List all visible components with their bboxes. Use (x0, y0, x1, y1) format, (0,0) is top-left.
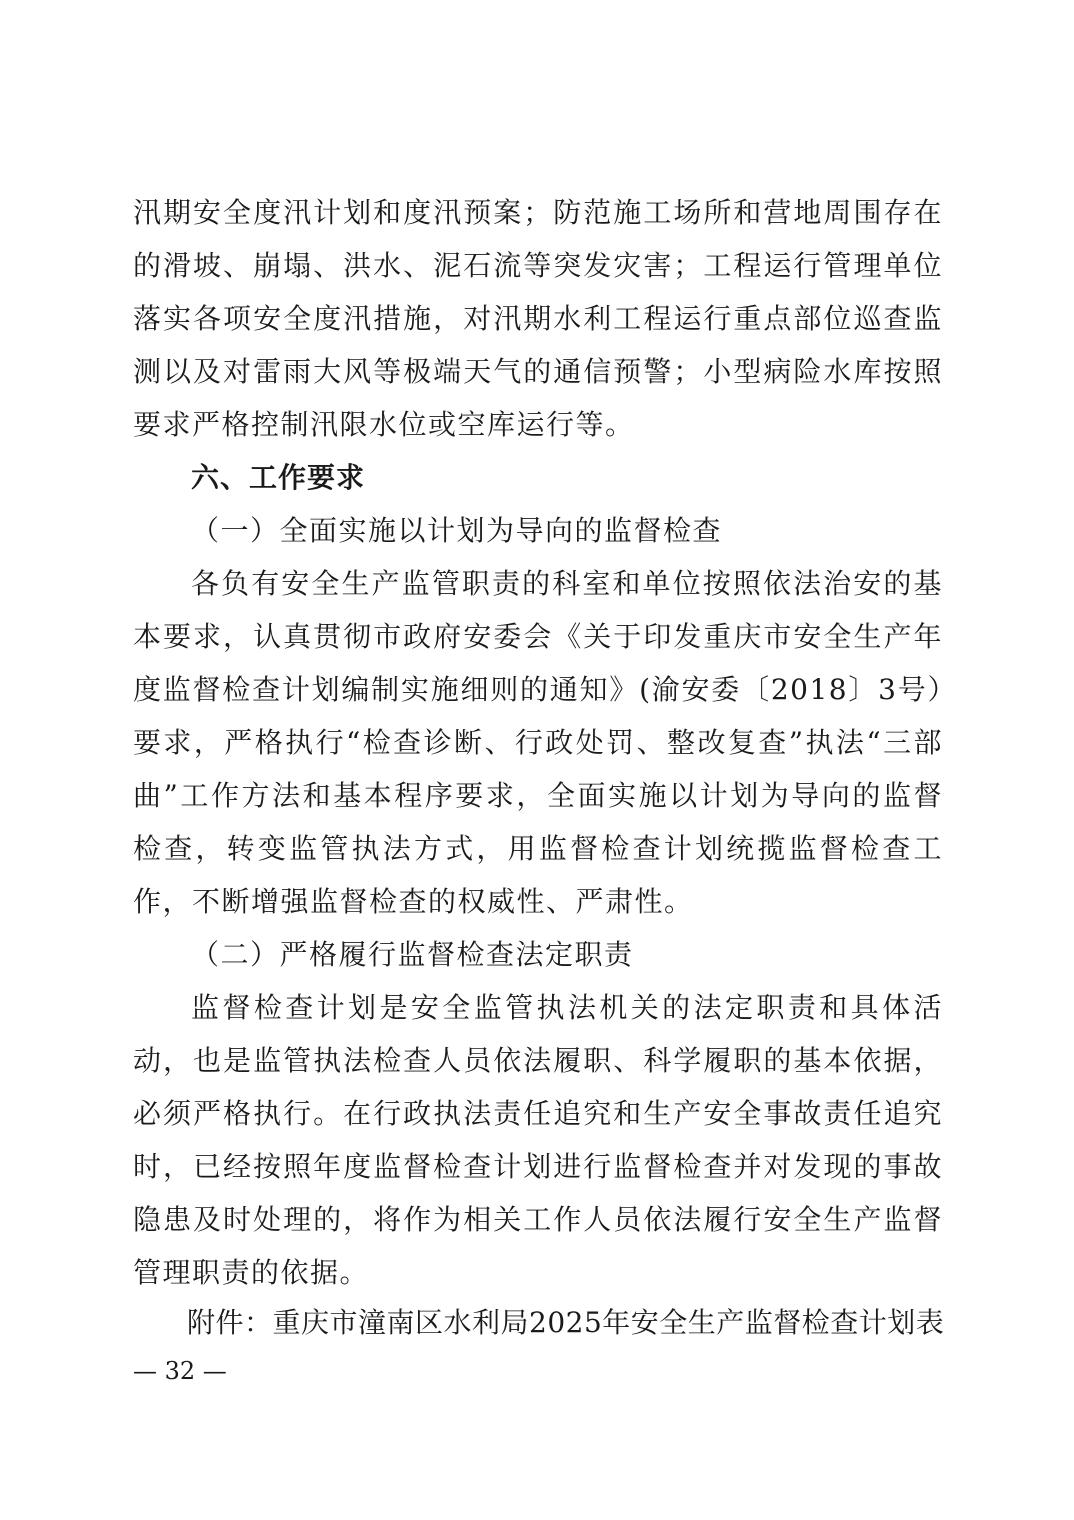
paragraph-statutory-duties: 监督检查计划是安全监管执法机关的法定职责和具体活动，也是监管执法检查人员依法履职、科学履职的基本依据，必须严格执行。在行政执法责任追究和生产安全事故责任追究时，已经按照年度监督检查计划进行监督检查并对发现的事故隐患及时处理的，将作为相关工作人员依法履行安全生产监督管理职责的依据。 (133, 991, 943, 1289)
subheading-plan-oriented-inspection: （一）全面实施以计划为导向的监督检查 (191, 514, 723, 547)
section-heading-work-requirements: 六、工作要求 (191, 461, 366, 494)
attachment-note: 附件：重庆市潼南区水利局2025年安全生产监督检查计划表 (187, 1306, 945, 1339)
page-number: — 32 — (133, 1357, 227, 1385)
paragraph-plan-oriented-inspection: 各负有安全生产监管职责的科室和单位按照依法治安的基本要求，认真贯彻市政府安委会《关于印发重庆市安全生产年度监督检查计划编制实施细则的通知》(渝安委〔2018〕3号）要求，严格执行“检查诊断、行政处罚、整改复查”执法“三部曲”工作方法和基本程序要求，全面实施以计划为导向的监督检查，转变监管执法方式，用监督检查计划统揽监督检查工作，不断增强监督检查的权威性、严肃性。 (133, 567, 943, 918)
subheading-statutory-duties: （二）严格履行监督检查法定职责 (191, 938, 634, 971)
body-text (133, 186, 943, 1299)
paragraph-flood-safety: 汛期安全度汛计划和度汛预案；防范施工场所和营地周围存在的滑坡、崩塌、洪水、泥石流等突发灾害；工程运行管理单位落实各项安全度汛措施，对汛期水利工程运行重点部位巡查监测以及对雷雨大风等极端天气的通信预警；小型病险水库按照要求严格控制汛限水位或空库运行等。 (133, 196, 943, 441)
